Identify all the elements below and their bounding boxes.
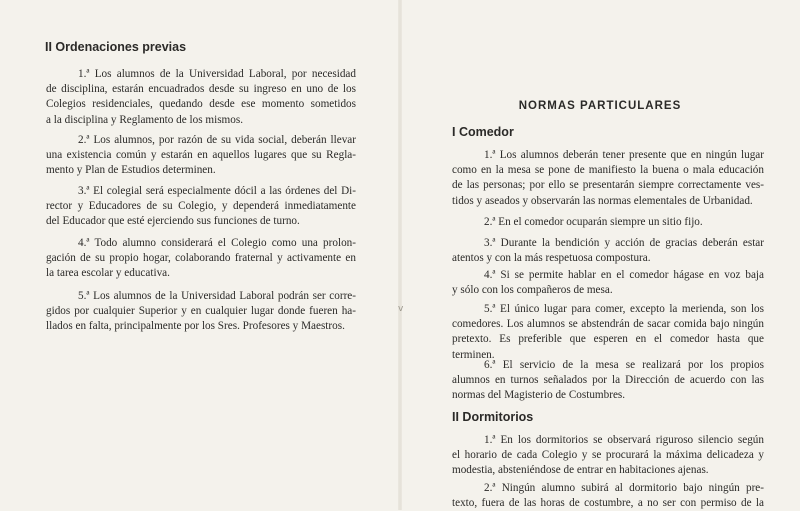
text-line: 3.ª El colegial será especialmente dócil a las órdenes del Di- (78, 185, 356, 197)
text-line: 2.ª Ningún alumno subirá al dormitorio bajo ningún pre- (484, 482, 764, 494)
section-heading-ordenaciones-previas: II Ordenaciones previas (45, 40, 187, 54)
text-line: y sólo con los compañeros de mesa. (452, 284, 613, 297)
text-line: una existencia común y estarán en aquellos lugares que su Regla- (46, 149, 356, 162)
paragraph (46, 67, 356, 128)
right-page (400, 0, 800, 510)
text-line: el horario de cada Colegio y se procurará la máxima delicadeza y (452, 449, 764, 462)
paragraph (452, 268, 764, 298)
text-line: a la disciplina y Reglamento de los mismos. (46, 113, 243, 126)
text-line: atentos y con la más respetuosa compostura. (452, 252, 651, 265)
paragraph (452, 236, 764, 266)
paragraph (46, 184, 356, 230)
text-line: gación de su propio hogar, colaborando fraternal y activamente en (46, 252, 356, 265)
text-line: 2.ª Los alumnos, por razón de su vida social, deberán llevar (78, 134, 356, 146)
paragraph (452, 358, 764, 404)
paragraph (46, 236, 356, 282)
section-heading-dormitorios: II Dormitorios (452, 410, 534, 424)
page-title-normas-particulares: NORMAS PARTICULARES (518, 100, 682, 112)
text-line: 1.ª Los alumnos de la Universidad Laboral, por necesidad (78, 68, 356, 80)
paragraph (452, 481, 764, 511)
text-line: Colegios residenciales, quedando desde ese momento sometidos (46, 98, 356, 111)
text-line: 1.ª En los dormitorios se observará riguroso silencio según (484, 434, 764, 446)
paragraph (46, 289, 356, 335)
text-line: 6.ª El servicio de la mesa se realizará por los propios (484, 359, 764, 371)
text-line: como en la mesa se pone de manifiesto la buena o mala educación (452, 164, 764, 177)
paragraph (452, 302, 764, 363)
text-line: modestia, absteniéndose de entrar en habitaciones ajenas. (452, 464, 709, 477)
text-line: tidos y aseados y observarán las normas elementales de Urbanidad. (452, 194, 753, 207)
paragraph (452, 433, 764, 479)
text-line: 2.ª En el comedor ocuparán siempre un sitio fijo. (484, 216, 703, 228)
text-line: alumnos en turnos señalados por la Dirección de acuerdo con las (452, 374, 764, 387)
paragraph (452, 148, 764, 209)
text-line: del Educador que esté ejerciendo sus funciones de turno. (46, 215, 300, 228)
gutter-mark: v (398, 304, 404, 314)
paragraph (46, 133, 356, 179)
text-line: normas del Magisterio de Costumbres. (452, 389, 626, 402)
text-line: 5.ª El único lugar para comer, excepto la merienda, son los (484, 303, 764, 315)
text-line: llados en falta, principalmente por los Sres. Profesores y Maestros. (46, 320, 345, 333)
section-heading-comedor: I Comedor (452, 125, 514, 139)
text-line: 4.ª Si se permite hablar en el comedor hágase en voz baja (484, 269, 764, 281)
text-line: rector y Educadores de su Colegio, y dependerá inmediatamente (46, 200, 356, 213)
left-page (0, 0, 400, 510)
text-line: de las personas; por ello se presentarán siempre correctamente ves- (452, 179, 764, 192)
text-line: 4.ª Todo alumno considerará el Colegio como una prolon- (78, 237, 356, 249)
text-line: terminen. (452, 348, 495, 361)
text-line: pretexto. Es preferible que esperen en el comedor hasta que (452, 333, 764, 346)
text-line: la tarea escolar y educativa. (46, 267, 170, 280)
text-line: texto, fuera de las horas de costumbre, a no ser con permiso de la (452, 497, 764, 510)
text-line: 3.ª Durante la bendición y acción de gracias deberán estar (484, 237, 764, 249)
text-line: de disciplina, estarán encuadrados desde su ingreso en uno de los (46, 83, 356, 96)
paragraph (452, 215, 764, 230)
text-line: 1.ª Los alumnos deberán tener presente que en ningún lugar (484, 149, 764, 161)
text-line: gidos por cualquier Superior y en cualquier lugar donde fueren ha- (46, 305, 356, 318)
text-line: comedores. Los alumnos se abstendrán de sacar comida bajo ningún (452, 318, 764, 331)
text-line: 5.ª Los alumnos de la Universidad Laboral podrán ser corre- (78, 290, 356, 302)
text-line: mento y Plan de Estudios determinen. (46, 164, 216, 177)
